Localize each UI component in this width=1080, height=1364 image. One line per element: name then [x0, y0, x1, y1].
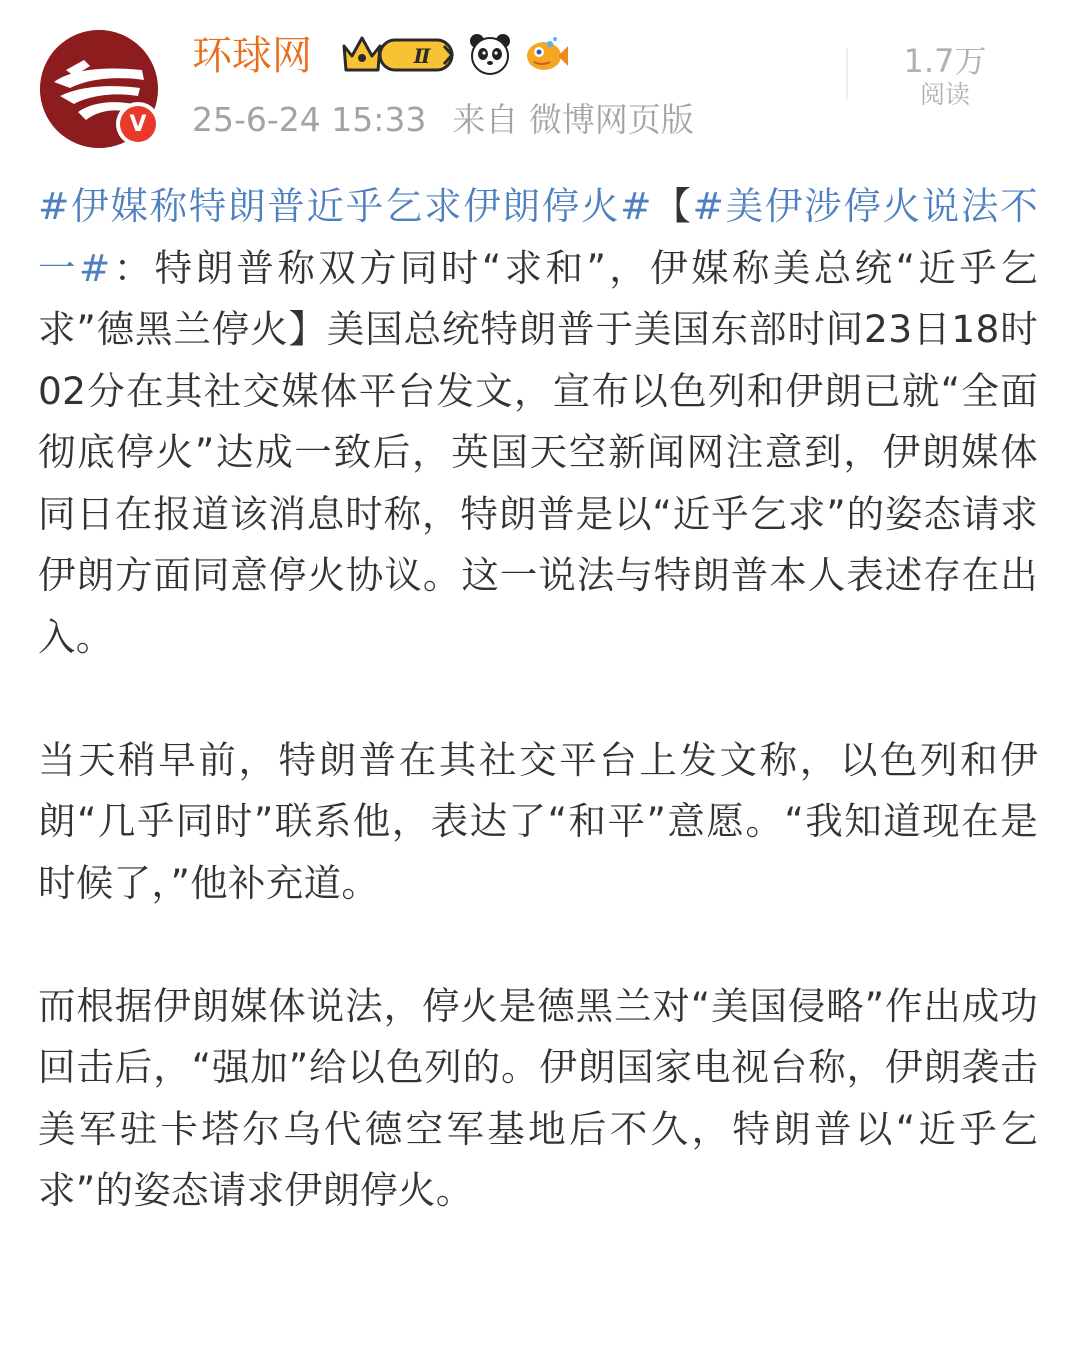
post-paragraph-1 — [38, 176, 1038, 668]
post-header — [0, 0, 1080, 150]
post-source: 来自 微博网页版 — [452, 100, 694, 139]
verified-badge — [116, 102, 160, 146]
post-timestamp[interactable]: 25-6-24 15:33 — [192, 100, 427, 139]
crown-level-badge-icon[interactable] — [340, 32, 456, 76]
verified-icon: V — [120, 106, 156, 142]
author-name[interactable]: 环球网 — [192, 33, 312, 79]
view-count-label: 阅读 — [919, 80, 970, 109]
post-meta — [192, 98, 694, 142]
post-paragraph-2: 当天稍早前，特朗普在其社交平台上发文称，以色列和伊朗“几乎同时”联系他，表达了“和平”意愿。“我知道现在是时候了，”他补充道。 — [38, 737, 1038, 905]
hashtag-link[interactable]: #美伊涉停火说法不一# — [38, 184, 1039, 290]
post-content — [38, 176, 1038, 1222]
header-divider — [846, 48, 848, 100]
fish-icon[interactable] — [524, 32, 568, 76]
view-count-value: 1.7万 — [903, 42, 987, 80]
hashtag-link[interactable]: #伊媒称特朗普近乎乞求伊朗停火# — [38, 184, 652, 228]
paragraph-text: ：特朗普称双方同时“求和”，伊媒称美总统“近乎乞求”德黑兰停火】美国总统特朗普于美国东部时间23日18时02分在其社交媒体平台发文，宣布以色列和伊朗已就“全面彻底停火”达成一致后，英国天空新闻网注意到，伊朗媒体同日在报道该消息时称，特朗普是以“近乎乞求”的姿态请求伊朗方面同意停火协议。这一说法与特朗普本人表述存在出入。 — [38, 245, 1038, 659]
bracket-open: 【 — [651, 184, 693, 228]
post-paragraph-3: 而根据伊朗媒体说法，停火是德黑兰对“美国侵略”作出成功回击后，“强加”给以色列的。伊朗国家电视台称，伊朗袭击美军驻卡塔尔乌代德空军基地后不久，特朗普以“近乎乞求”的姿态请求伊朗停火。 — [38, 983, 1038, 1212]
view-count — [880, 42, 1010, 110]
level-badge-label: Ⅱ — [413, 44, 431, 68]
panda-icon[interactable] — [468, 32, 512, 76]
author-badges — [340, 30, 568, 78]
